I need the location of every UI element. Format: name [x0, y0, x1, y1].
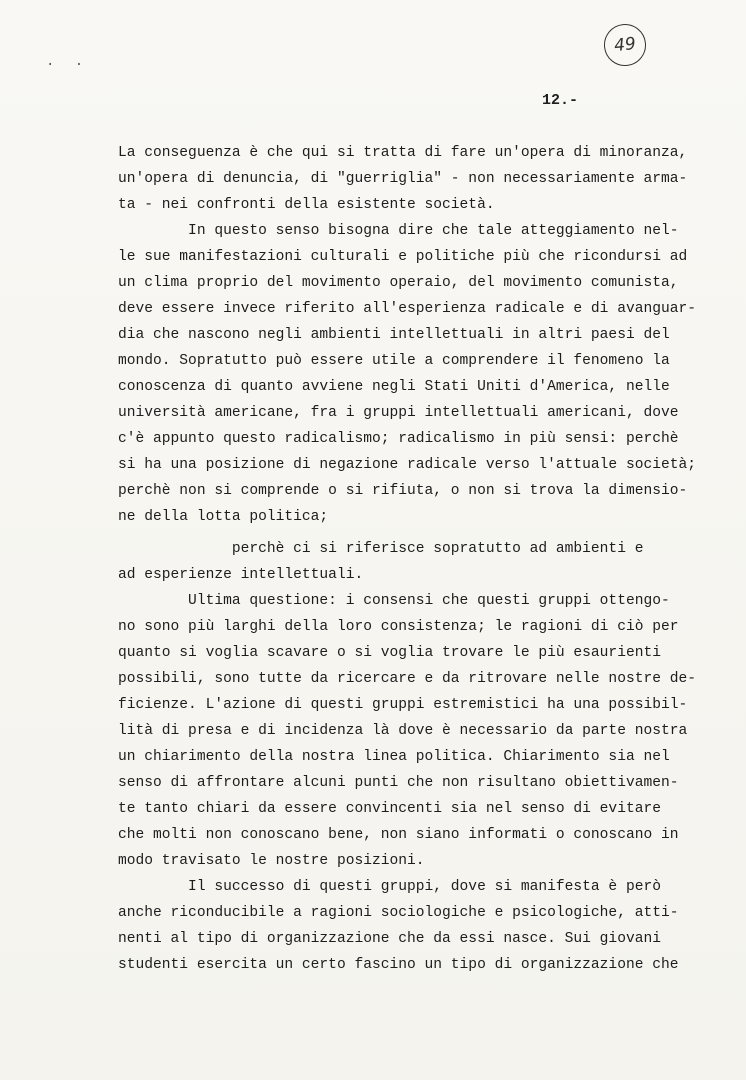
text-line: le sue manifestazioni culturali e politiche più che ricondursi ad: [118, 249, 688, 265]
text-line: ficienze. L'azione di questi gruppi estremistici ha una possibil-: [118, 697, 688, 713]
text-line: perchè ci si riferisce sopratutto ad ambienti e: [118, 541, 644, 557]
text-line: nenti al tipo di organizzazione che da essi nasce. Sui giovani: [118, 931, 661, 947]
text-line: che molti non conoscano bene, non siano informati o conoscano in: [118, 827, 679, 843]
text-line: te tanto chiari da essere convincenti sia nel senso di evitare: [118, 801, 661, 817]
text-line: perchè non si comprende o si rifiuta, o non si trova la dimensio-: [118, 483, 688, 499]
text-line: un chiarimento della nostra linea politica. Chiarimento sia nel: [118, 749, 670, 765]
text-line: Il successo di questi gruppi, dove si manifesta è però: [118, 879, 661, 895]
text-line: quanto si voglia scavare o si voglia trovare le più esaurienti: [118, 645, 661, 661]
text-line: ad esperienze intellettuali.: [118, 567, 364, 583]
text-line: studenti esercita un certo fascino un tipo di organizzazione che: [118, 957, 679, 973]
text-line: c'è appunto questo radicalismo; radicalismo in più sensi: perchè: [118, 431, 679, 447]
text-line: si ha una posizione di negazione radicale verso l'attuale società;: [118, 457, 697, 473]
text-line: lità di presa e di incidenza là dove è necessario da parte nostra: [118, 723, 688, 739]
margin-marks: . .: [46, 54, 90, 70]
text-line: ne della lotta politica;: [118, 509, 329, 525]
text-line: mondo. Sopratutto può essere utile a comprendere il fenomeno la: [118, 353, 670, 369]
handwritten-folio-mark: 49: [602, 22, 648, 68]
page-number: 12.-: [542, 92, 579, 109]
text-line: modo travisato le nostre posizioni.: [118, 853, 425, 869]
text-line: senso di affrontare alcuni punti che non risultano obiettivamen-: [118, 775, 679, 791]
text-line: In questo senso bisogna dire che tale atteggiamento nel-: [118, 223, 679, 239]
text-line: Ultima questione: i consensi che questi gruppi ottengo-: [118, 593, 670, 609]
text-line: no sono più larghi della loro consistenza; le ragioni di ciò per: [118, 619, 679, 635]
text-line: università americane, fra i gruppi intellettuali americani, dove: [118, 405, 679, 421]
text-line: La conseguenza è che qui si tratta di fare un'opera di minoranza,: [118, 145, 688, 161]
text-line: conoscenza di quanto avviene negli Stati Uniti d'America, nelle: [118, 379, 670, 395]
text-line: dia che nascono negli ambienti intellettuali in altri paesi del: [118, 327, 670, 343]
body-text: [118, 140, 708, 978]
text-line: possibili, sono tutte da ricercare e da ritrovare nelle nostre de-: [118, 671, 697, 687]
text-line: ta - nei confronti della esistente società.: [118, 197, 495, 213]
text-line: un'opera di denuncia, di "guerriglia" - non necessariamente arma-: [118, 171, 688, 187]
text-line: deve essere invece riferito all'esperienza radicale e di avanguar-: [118, 301, 697, 317]
text-line: anche riconducibile a ragioni sociologiche e psicologiche, atti-: [118, 905, 679, 921]
text-line: un clima proprio del movimento operaio, del movimento comunista,: [118, 275, 679, 291]
